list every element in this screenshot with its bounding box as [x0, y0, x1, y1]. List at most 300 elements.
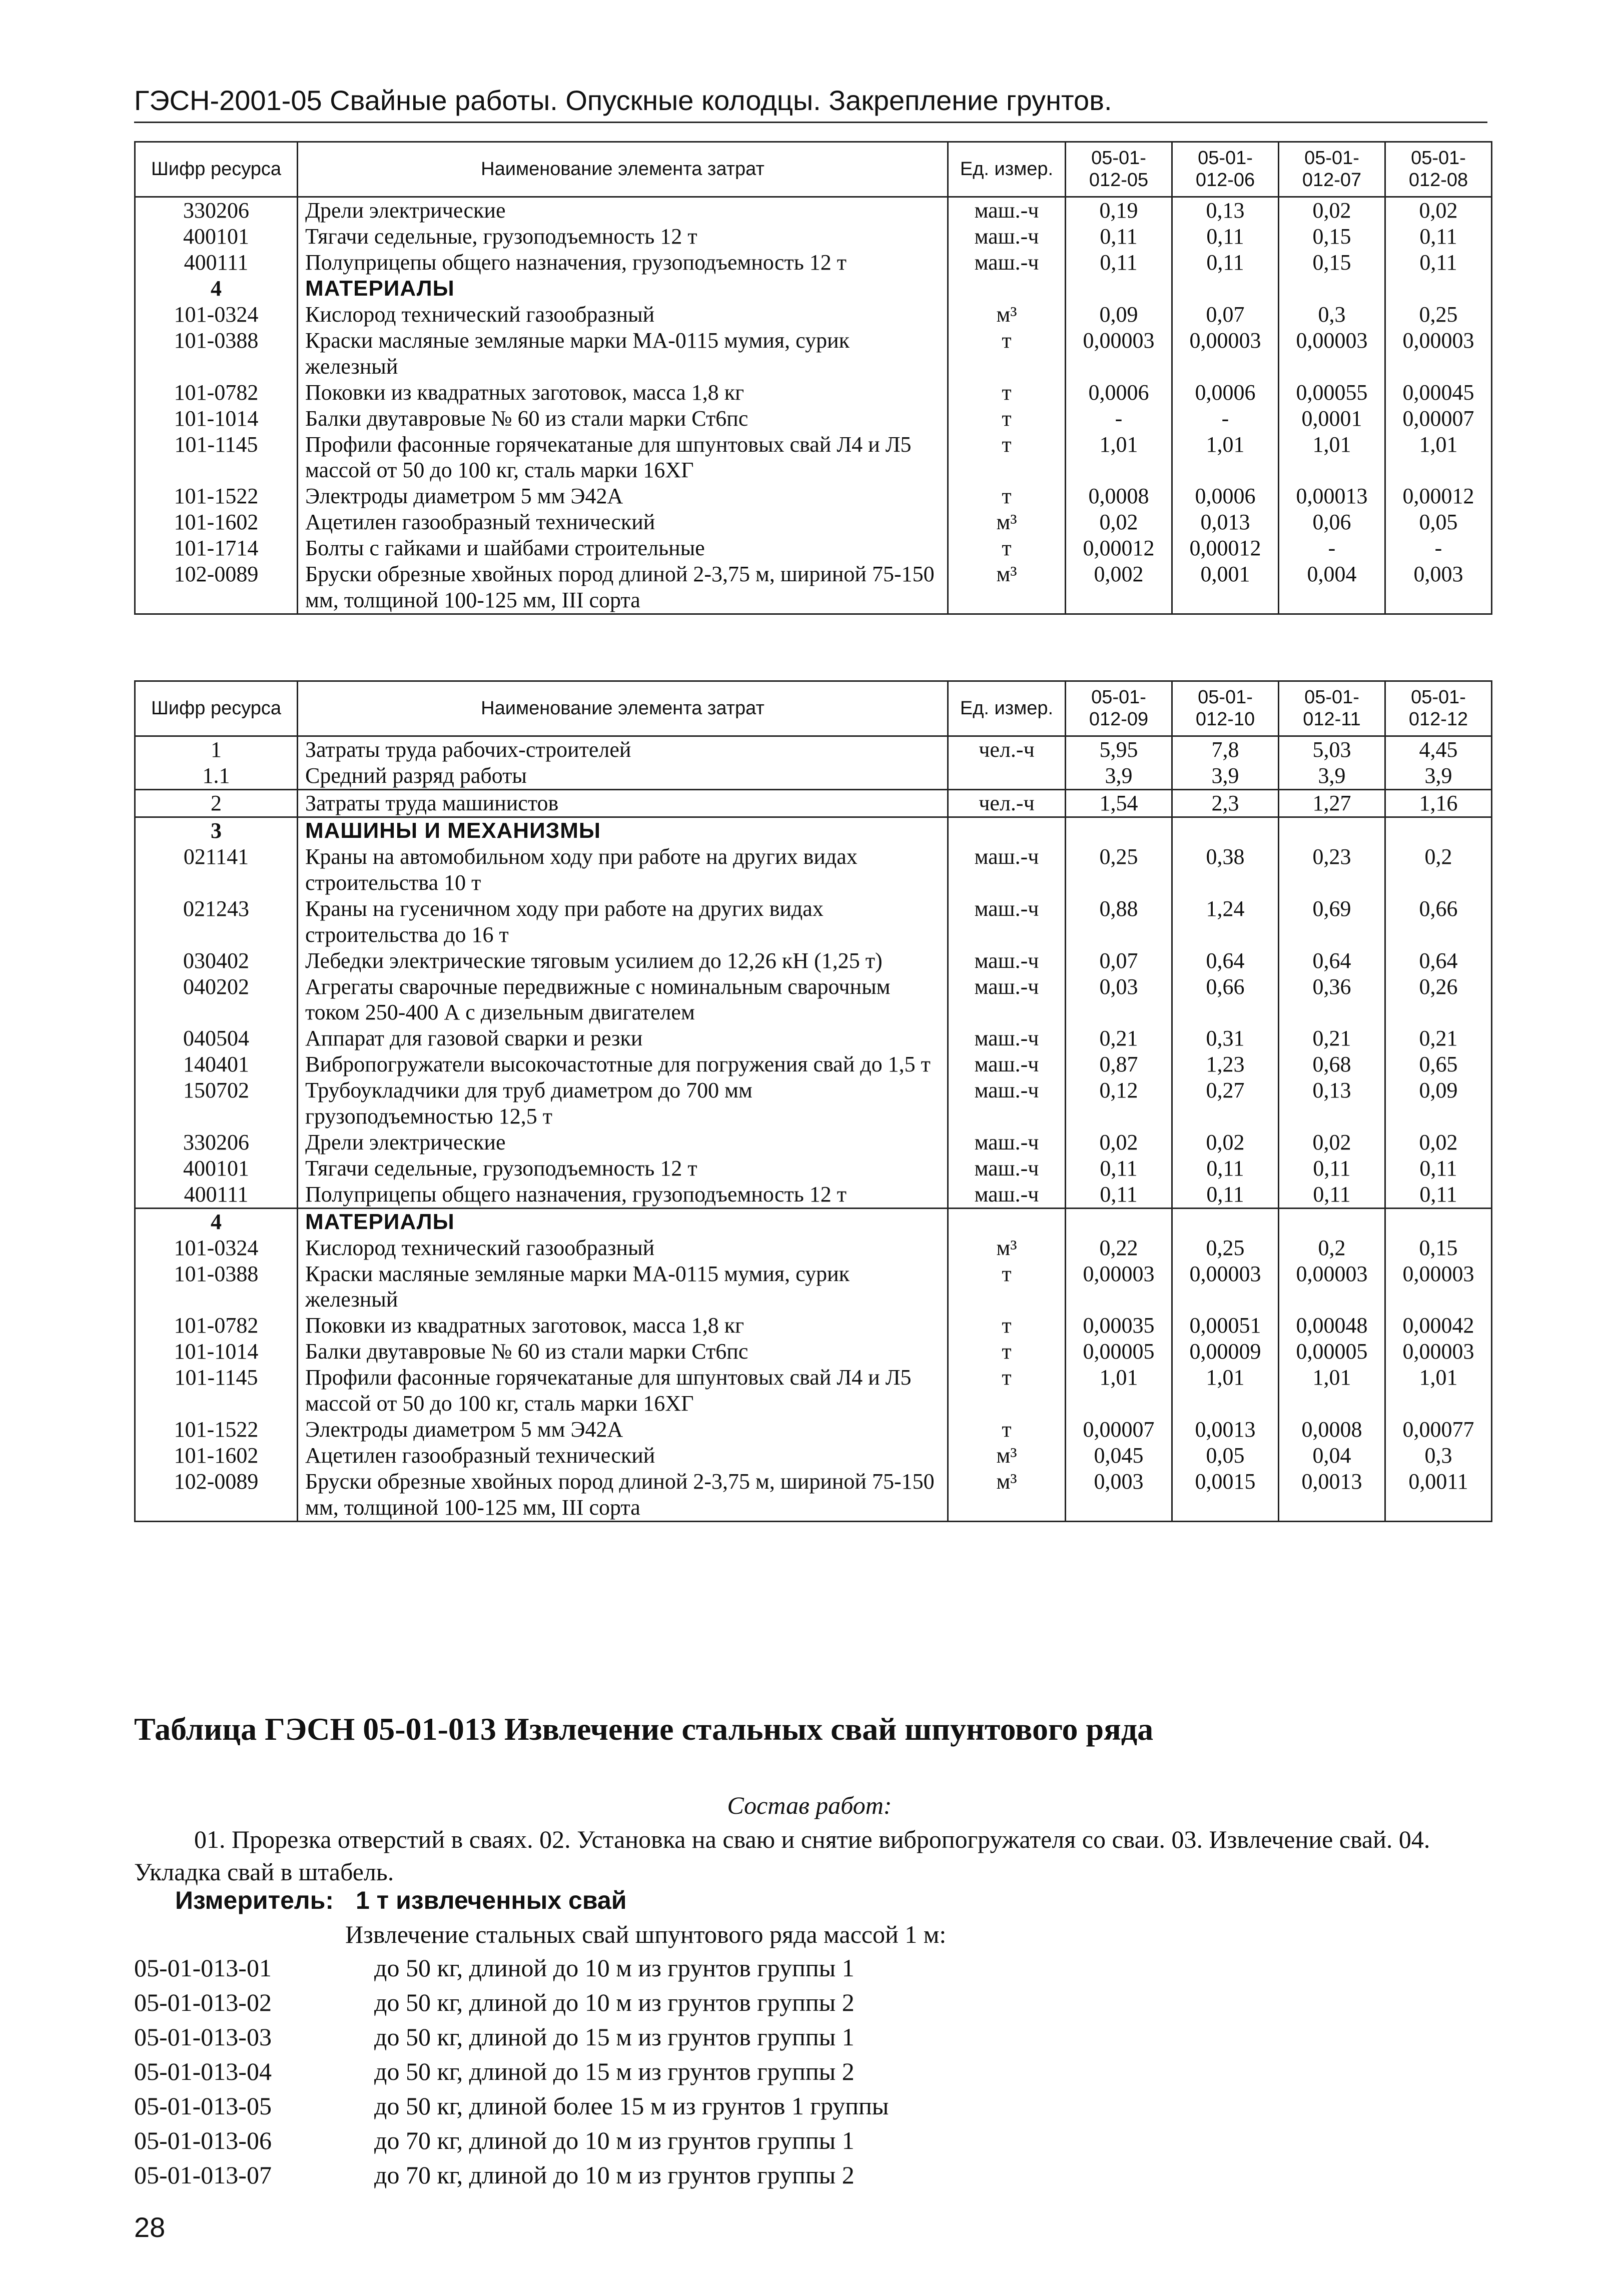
norm-value: 0,00051	[1172, 1313, 1279, 1339]
norm-value: 0,64	[1279, 948, 1385, 974]
variant-code: 05-01-013-05	[134, 2092, 272, 2120]
table-row	[135, 844, 1492, 896]
norm-value: -	[1066, 406, 1172, 432]
table-row	[135, 1417, 1492, 1443]
norm-value: 0,00003	[1385, 1339, 1492, 1365]
variant-code: 05-01-013-07	[134, 2161, 272, 2189]
unit-of-measure: маш.-ч	[948, 844, 1066, 896]
norm-value: 0,65	[1385, 1051, 1492, 1077]
norm-value: 3,9	[1385, 763, 1492, 789]
norm-value: 0,11	[1385, 250, 1492, 276]
norm-value: 0,64	[1385, 948, 1492, 974]
norm-value: 0,04	[1279, 1443, 1385, 1469]
norm-value	[1279, 276, 1385, 302]
norm-value: 0,66	[1172, 974, 1279, 1026]
resource-name: Дрели электрические	[298, 197, 948, 224]
variant-code: 05-01-013-01	[134, 1954, 272, 1982]
norm-value: 0,11	[1066, 250, 1172, 276]
norm-value: 0,00003	[1385, 328, 1492, 380]
norm-value: 0,09	[1066, 302, 1172, 328]
resource-name: Агрегаты сварочные передвижные с номинальным сварочным током 250-400 А с дизельным двигателем	[298, 974, 948, 1026]
table-row	[135, 432, 1492, 484]
unit-of-measure: т	[948, 1417, 1066, 1443]
variant-item	[134, 2158, 889, 2192]
table-row	[135, 896, 1492, 948]
unit-of-measure	[948, 1208, 1066, 1235]
norm-value: 4,45	[1385, 736, 1492, 763]
column-header-norm: 05-01- 012-07	[1279, 142, 1385, 197]
resource-name: Электроды диаметром 5 мм Э42А	[298, 483, 948, 509]
page-header: ГЭСН-2001-05 Свайные работы. Опускные колодцы. Закрепление грунтов.	[134, 84, 1487, 123]
table-row	[135, 535, 1492, 561]
measure-value: 1 т извлеченных свай	[355, 1886, 627, 1914]
resource-code: 021141	[135, 844, 298, 896]
table-row	[135, 736, 1492, 763]
norm-value: 0,12	[1066, 1077, 1172, 1129]
norm-value: 2,3	[1172, 790, 1279, 817]
norm-value: 0,0013	[1172, 1417, 1279, 1443]
norm-value: 0,11	[1066, 1156, 1172, 1182]
norm-value: 1,01	[1066, 1365, 1172, 1417]
norm-value: 0,0013	[1279, 1469, 1385, 1521]
variant-item	[134, 2020, 889, 2054]
column-header-name: Наименование элемента затрат	[298, 142, 948, 197]
unit-of-measure: маш.-ч	[948, 1051, 1066, 1077]
resource-code: 101-0782	[135, 1313, 298, 1339]
norm-value: 0,003	[1066, 1469, 1172, 1521]
table-row	[135, 1077, 1492, 1129]
resource-code: 101-1714	[135, 535, 298, 561]
norm-value: 0,25	[1066, 844, 1172, 896]
norm-value: 0,00003	[1172, 1261, 1279, 1313]
norm-value: 0,00012	[1172, 535, 1279, 561]
table-body	[135, 197, 1492, 614]
variant-description: до 50 кг, длиной до 15 м из грунтов группы 2	[374, 2057, 855, 2085]
norm-value: 0,00003	[1279, 1261, 1385, 1313]
norm-value: 0,00007	[1385, 406, 1492, 432]
norm-value: 0,07	[1066, 948, 1172, 974]
variant-item	[134, 2054, 889, 2089]
norm-value: 0,00035	[1066, 1313, 1172, 1339]
norm-value: 0,19	[1066, 197, 1172, 224]
resource-name: Полуприцепы общего назначения, грузоподъемность 12 т	[298, 250, 948, 276]
norm-value: 0,0008	[1279, 1417, 1385, 1443]
unit-of-measure: маш.-ч	[948, 1156, 1066, 1182]
table-row	[135, 1313, 1492, 1339]
resource-name: Аппарат для газовой сварки и резки	[298, 1025, 948, 1051]
resource-name: Лебедки электрические тяговым усилием до 12,26 кН (1,25 т)	[298, 948, 948, 974]
norm-value: 0,00007	[1066, 1417, 1172, 1443]
norm-value: 3,9	[1172, 763, 1279, 789]
norm-value: 1,01	[1172, 432, 1279, 484]
table-row	[135, 1365, 1492, 1417]
resource-code: 150702	[135, 1077, 298, 1129]
section-row	[135, 276, 1492, 302]
table-row	[135, 1129, 1492, 1156]
variant-code: 05-01-013-06	[134, 2126, 272, 2154]
resource-code: 4	[135, 1208, 298, 1235]
variant-description: до 50 кг, длиной более 15 м из грунтов 1 группы	[374, 2092, 889, 2120]
norm-value: 1,01	[1279, 432, 1385, 484]
norm-value	[1172, 817, 1279, 844]
norm-value: 0,02	[1066, 509, 1172, 535]
resource-name: Ацетилен газообразный технический	[298, 509, 948, 535]
unit-of-measure: чел.-ч	[948, 736, 1066, 763]
resource-code: 400111	[135, 1182, 298, 1208]
norm-value: 0,87	[1066, 1051, 1172, 1077]
column-header-norm: 05-01- 012-08	[1385, 142, 1492, 197]
unit-of-measure: т	[948, 1365, 1066, 1417]
norm-value: 1,01	[1066, 432, 1172, 484]
unit-of-measure	[948, 817, 1066, 844]
norm-value: 7,8	[1172, 736, 1279, 763]
section-row	[135, 817, 1492, 844]
norm-value: 0,00003	[1385, 1261, 1492, 1313]
norm-value: 0,00045	[1385, 380, 1492, 406]
resource-code: 140401	[135, 1051, 298, 1077]
norm-value: 0,15	[1279, 224, 1385, 250]
resource-code: 3	[135, 817, 298, 844]
norm-value: 1,24	[1172, 896, 1279, 948]
norm-value: 1,54	[1066, 790, 1172, 817]
table-row	[135, 1156, 1492, 1182]
norm-value: 0,00042	[1385, 1313, 1492, 1339]
norm-value: 1,01	[1385, 1365, 1492, 1417]
section-title: Таблица ГЭСН 05-01-013 Извлечение стальных свай шпунтового ряда	[134, 1711, 1154, 1747]
resource-code: 4	[135, 276, 298, 302]
table-row	[135, 1469, 1492, 1521]
resource-name: Краны на автомобильном ходу при работе на других видах строительства 10 т	[298, 844, 948, 896]
norm-value	[1172, 1208, 1279, 1235]
norm-value: 5,95	[1066, 736, 1172, 763]
resource-code: 101-1145	[135, 432, 298, 484]
resource-table-012-09-12	[134, 680, 1492, 1522]
norm-value: 0,0006	[1172, 380, 1279, 406]
table-row	[135, 790, 1492, 817]
resource-name: Краны на гусеничном ходу при работе на других видах строительства до 16 т	[298, 896, 948, 948]
measure-line	[175, 1886, 626, 1915]
unit-of-measure: маш.-ч	[948, 948, 1066, 974]
norm-value: -	[1385, 535, 1492, 561]
norm-value: 0,02	[1172, 1129, 1279, 1156]
resource-code: 330206	[135, 1129, 298, 1156]
norm-value: 1,01	[1279, 1365, 1385, 1417]
table-row	[135, 224, 1492, 250]
resource-name: Бруски обрезные хвойных пород длиной 2-3,75 м, шириной 75-150 мм, толщиной 100-125 мм, III сорта	[298, 561, 948, 614]
unit-of-measure: т	[948, 380, 1066, 406]
norm-value: 0,68	[1279, 1051, 1385, 1077]
column-header-norm: 05-01- 012-10	[1172, 681, 1279, 736]
norm-value: -	[1172, 406, 1279, 432]
column-header-unit: Ед. измер.	[948, 142, 1066, 197]
resource-name: Бруски обрезные хвойных пород длиной 2-3,75 м, шириной 75-150 мм, толщиной 100-125 мм, III сорта	[298, 1469, 948, 1521]
norm-value: 0,00013	[1279, 483, 1385, 509]
table-body	[135, 736, 1492, 1521]
norm-value: 1,01	[1385, 432, 1492, 484]
unit-of-measure: т	[948, 535, 1066, 561]
resource-name: Кислород технический газообразный	[298, 1235, 948, 1261]
unit-of-measure: м³	[948, 509, 1066, 535]
norm-value	[1279, 817, 1385, 844]
norm-value: 0,21	[1066, 1025, 1172, 1051]
norm-value: 0,02	[1279, 197, 1385, 224]
norm-value: 0,25	[1385, 302, 1492, 328]
variant-item	[134, 1985, 889, 2020]
norm-value	[1385, 276, 1492, 302]
norm-value: 3,9	[1279, 763, 1385, 789]
norm-value: 0,11	[1066, 224, 1172, 250]
table-row	[135, 328, 1492, 380]
unit-of-measure: маш.-ч	[948, 224, 1066, 250]
norm-value: 0,11	[1279, 1156, 1385, 1182]
norm-value: 0,11	[1172, 1182, 1279, 1208]
norm-value: 1,27	[1279, 790, 1385, 817]
resource-name: Полуприцепы общего назначения, грузоподъемность 12 т	[298, 1182, 948, 1208]
unit-of-measure: маш.-ч	[948, 1077, 1066, 1129]
unit-of-measure: т	[948, 1339, 1066, 1365]
resource-code: 101-1014	[135, 406, 298, 432]
table-row	[135, 1235, 1492, 1261]
work-composition-text: 01. Прорезка отверстий в сваях. 02. Установка на сваю и снятие вибропогружателя со сваи. 03. Извлечение свай. 04. Укладка свай в штабель.	[134, 1825, 1430, 1886]
resource-code: 101-0388	[135, 1261, 298, 1313]
norm-value: 0,002	[1066, 561, 1172, 614]
resource-code: 101-0324	[135, 302, 298, 328]
unit-of-measure: т	[948, 1313, 1066, 1339]
norm-value: 3,9	[1066, 763, 1172, 789]
resource-code: 101-1014	[135, 1339, 298, 1365]
column-header-norm: 05-01- 012-11	[1279, 681, 1385, 736]
norm-value: 0,22	[1066, 1235, 1172, 1261]
norm-value: 0,0011	[1385, 1469, 1492, 1521]
norm-value	[1279, 1208, 1385, 1235]
resource-code: 101-0324	[135, 1235, 298, 1261]
norm-value: 0,0001	[1279, 406, 1385, 432]
norm-value: 0,02	[1279, 1129, 1385, 1156]
unit-of-measure: маш.-ч	[948, 896, 1066, 948]
norm-value: 0,013	[1172, 509, 1279, 535]
variant-item	[134, 2089, 889, 2123]
norm-value: 1,01	[1172, 1365, 1279, 1417]
norm-value	[1066, 1208, 1172, 1235]
norm-value: 0,31	[1172, 1025, 1279, 1051]
variant-description: до 70 кг, длиной до 10 м из грунтов группы 2	[374, 2161, 855, 2189]
resource-name: Поковки из квадратных заготовок, масса 1,8 кг	[298, 380, 948, 406]
resource-name: Электроды диаметром 5 мм Э42А	[298, 1417, 948, 1443]
variant-item	[134, 2123, 889, 2158]
norm-value: 0,003	[1385, 561, 1492, 614]
resource-name: Профили фасонные горячекатаные для шпунтовых свай Л4 и Л5 массой от 50 до 100 кг, сталь марки 16ХГ	[298, 432, 948, 484]
resource-name: Затраты труда машинистов	[298, 790, 948, 817]
unit-of-measure: м³	[948, 302, 1066, 328]
norm-value: 0,00003	[1066, 328, 1172, 380]
resource-name: Балки двутавровые № 60 из стали марки Ст6пс	[298, 1339, 948, 1365]
norm-value: 0,15	[1385, 1235, 1492, 1261]
column-header-norm: 05-01- 012-12	[1385, 681, 1492, 736]
norm-value: 0,21	[1385, 1025, 1492, 1051]
norm-value: 0,11	[1172, 250, 1279, 276]
column-header-name: Наименование элемента затрат	[298, 681, 948, 736]
variant-description: до 50 кг, длиной до 10 м из грунтов группы 2	[374, 1988, 855, 2016]
norm-value: 0,25	[1172, 1235, 1279, 1261]
resource-name: Затраты труда рабочих-строителей	[298, 736, 948, 763]
variants-intro: Извлечение стальных свай шпунтового ряда массой 1 м:	[345, 1920, 947, 1948]
norm-value: 0,66	[1385, 896, 1492, 948]
norm-value: 0,11	[1385, 1182, 1492, 1208]
resource-code: 400101	[135, 1156, 298, 1182]
norm-value: 0,13	[1172, 197, 1279, 224]
table-row	[135, 302, 1492, 328]
resource-code: 400101	[135, 224, 298, 250]
norm-value: 1,16	[1385, 790, 1492, 817]
norm-value: 0,2	[1385, 844, 1492, 896]
norm-value: 0,05	[1385, 509, 1492, 535]
table-row	[135, 1051, 1492, 1077]
resource-code: 2	[135, 790, 298, 817]
norm-value: 0,00012	[1066, 535, 1172, 561]
norm-value: 0,0015	[1172, 1469, 1279, 1521]
norm-value: 0,2	[1279, 1235, 1385, 1261]
resource-code: 102-0089	[135, 561, 298, 614]
norm-value	[1066, 276, 1172, 302]
norm-value: 0,36	[1279, 974, 1385, 1026]
unit-of-measure: маш.-ч	[948, 1129, 1066, 1156]
norm-value: 0,27	[1172, 1077, 1279, 1129]
norm-value: 0,001	[1172, 561, 1279, 614]
table-row	[135, 197, 1492, 224]
unit-of-measure: маш.-ч	[948, 197, 1066, 224]
norm-value: 0,02	[1066, 1129, 1172, 1156]
unit-of-measure: т	[948, 483, 1066, 509]
variant-description: до 50 кг, длиной до 10 м из грунтов группы 1	[374, 1954, 855, 1982]
table-row	[135, 406, 1492, 432]
norm-value: 0,00005	[1066, 1339, 1172, 1365]
resource-code: 102-0089	[135, 1469, 298, 1521]
resource-name: Болты с гайками и шайбами строительные	[298, 535, 948, 561]
norm-value: 0,38	[1172, 844, 1279, 896]
resource-name: Краски масляные земляные марки МА-0115 мумия, сурик железный	[298, 1261, 948, 1313]
norm-value: 0,88	[1066, 896, 1172, 948]
norm-value	[1172, 276, 1279, 302]
table-header-row	[135, 681, 1492, 736]
norm-value: 0,15	[1279, 250, 1385, 276]
table-row	[135, 974, 1492, 1026]
table-row	[135, 763, 1492, 789]
resource-code: 101-1602	[135, 1443, 298, 1469]
table-row	[135, 1025, 1492, 1051]
norm-value: 0,0008	[1066, 483, 1172, 509]
resource-name: Кислород технический газообразный	[298, 302, 948, 328]
resource-code: 1.1	[135, 763, 298, 789]
norm-value: 0,23	[1279, 844, 1385, 896]
norm-value: 0,00003	[1172, 328, 1279, 380]
norm-value: 0,00003	[1066, 1261, 1172, 1313]
norm-value: 0,11	[1172, 224, 1279, 250]
norm-value: 0,004	[1279, 561, 1385, 614]
column-header-code: Шифр ресурса	[135, 142, 298, 197]
norm-value: 0,02	[1385, 1129, 1492, 1156]
resource-code: 040504	[135, 1025, 298, 1051]
resource-code: 101-0782	[135, 380, 298, 406]
variant-code: 05-01-013-03	[134, 2023, 272, 2051]
resource-name: МАТЕРИАЛЫ	[298, 276, 948, 302]
column-header-unit: Ед. измер.	[948, 681, 1066, 736]
unit-of-measure: т	[948, 432, 1066, 484]
resource-name: Краски масляные земляные марки МА-0115 мумия, сурик железный	[298, 328, 948, 380]
norm-value: 0,3	[1385, 1443, 1492, 1469]
norm-value: 0,06	[1279, 509, 1385, 535]
norm-value: 0,11	[1385, 224, 1492, 250]
norm-value: 0,0006	[1172, 483, 1279, 509]
table-row	[135, 1443, 1492, 1469]
norm-value: 0,13	[1279, 1077, 1385, 1129]
page-number: 28	[134, 2211, 166, 2243]
unit-of-measure: т	[948, 328, 1066, 380]
resource-name: Трубоукладчики для труб диаметром до 700 мм грузоподъемностью 12,5 т	[298, 1077, 948, 1129]
norm-value	[1066, 817, 1172, 844]
norm-value: 0,00048	[1279, 1313, 1385, 1339]
table-row	[135, 250, 1492, 276]
unit-of-measure: т	[948, 406, 1066, 432]
unit-of-measure: т	[948, 1261, 1066, 1313]
unit-of-measure: м³	[948, 1235, 1066, 1261]
norm-value: 0,11	[1172, 1156, 1279, 1182]
unit-of-measure	[948, 276, 1066, 302]
norm-value: 0,69	[1279, 896, 1385, 948]
resource-table-012-05-08	[134, 141, 1492, 615]
norm-value: 0,11	[1279, 1182, 1385, 1208]
resource-name: Ацетилен газообразный технический	[298, 1443, 948, 1469]
table-row	[135, 1182, 1492, 1208]
norm-value: 0,00012	[1385, 483, 1492, 509]
norm-value: 0,09	[1385, 1077, 1492, 1129]
norm-value: 0,00009	[1172, 1339, 1279, 1365]
norm-value: 0,11	[1066, 1182, 1172, 1208]
variant-item	[134, 1951, 889, 1985]
resource-code: 040202	[135, 974, 298, 1026]
resource-code: 1	[135, 736, 298, 763]
resource-name: МАТЕРИАЛЫ	[298, 1208, 948, 1235]
work-composition-caption: Состав работ:	[727, 1791, 892, 1819]
resource-code: 021243	[135, 896, 298, 948]
section-row	[135, 1208, 1492, 1235]
norm-value: 0,03	[1066, 974, 1172, 1026]
table-row	[135, 380, 1492, 406]
table-row	[135, 948, 1492, 974]
resource-code: 101-1602	[135, 509, 298, 535]
variant-code: 05-01-013-02	[134, 1988, 272, 2016]
resource-code: 400111	[135, 250, 298, 276]
resource-name: Дрели электрические	[298, 1129, 948, 1156]
unit-of-measure: маш.-ч	[948, 1025, 1066, 1051]
norm-value: 0,11	[1385, 1156, 1492, 1182]
norm-value	[1385, 817, 1492, 844]
norm-value: 0,00005	[1279, 1339, 1385, 1365]
table-row	[135, 1261, 1492, 1313]
norm-value: 0,07	[1172, 302, 1279, 328]
norm-value: 5,03	[1279, 736, 1385, 763]
norm-value: 0,02	[1385, 197, 1492, 224]
unit-of-measure: маш.-ч	[948, 250, 1066, 276]
table-header-row	[135, 142, 1492, 197]
unit-of-measure: маш.-ч	[948, 1182, 1066, 1208]
unit-of-measure: м³	[948, 1443, 1066, 1469]
unit-of-measure: м³	[948, 561, 1066, 614]
variant-list	[134, 1951, 889, 2192]
resource-code: 330206	[135, 197, 298, 224]
column-header-norm: 05-01- 012-05	[1066, 142, 1172, 197]
column-header-norm: 05-01- 012-06	[1172, 142, 1279, 197]
norm-value: 0,00003	[1279, 328, 1385, 380]
